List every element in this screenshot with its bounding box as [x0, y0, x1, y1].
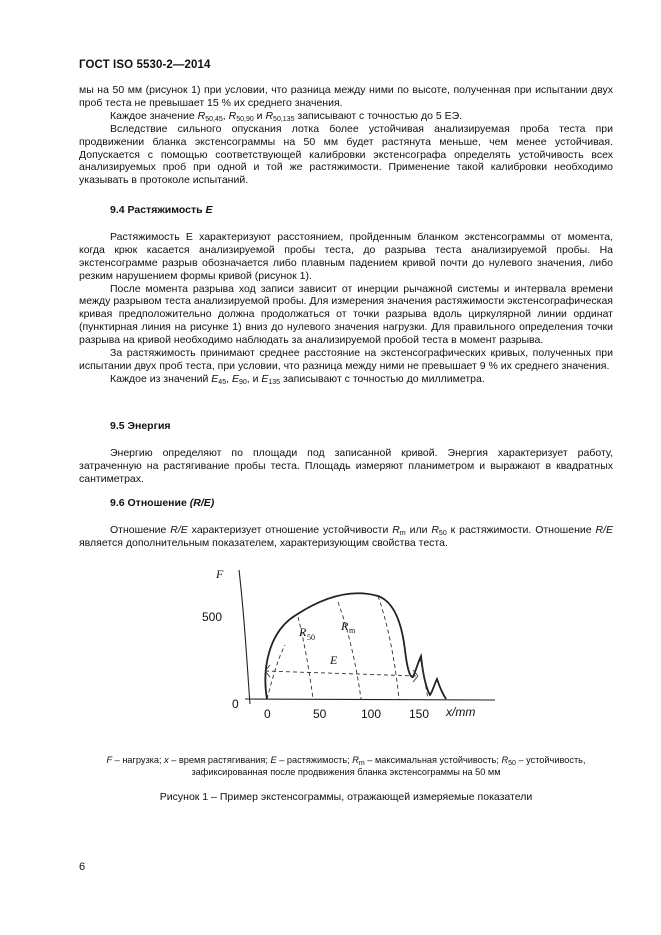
spacer — [79, 217, 613, 231]
text: к растяжимости. Отношение — [446, 523, 596, 536]
document-header: ГОСТ ISO 5530-2—2014 — [79, 59, 211, 71]
intro-paragraph-1: мы на 50 мм (рисунок 1) при условии, что разница между ними по высоте, полученная при испытании двух проб теста не превышает 15 % их среднего значения. — [79, 84, 613, 109]
sub: 50,90 — [236, 115, 254, 123]
var-r: R — [228, 109, 237, 122]
text: – максимальная устойчивость; — [364, 755, 502, 765]
section-9-5 — [79, 420, 613, 486]
x-tick-100: 100 — [361, 707, 382, 721]
x-axis-line — [245, 699, 495, 700]
var: R — [431, 523, 439, 536]
s96-paragraph-1 — [79, 524, 613, 550]
extensogram-curve — [265, 593, 446, 699]
intro-paragraph-3: Вследствие сильного опускания лотка более устойчивая анализируемая проба теста при продвижении бланка экстенсограммы на 50 мм будет растянута меньше, чем менее устойчивая. Допускается с помощью соответствующей калибровки экстенсографа определять устойчивость всех анализируемых проб при одной и той же растяжимости. Применение такой калибровки необходимо указывать в протоколе испытаний. — [79, 122, 613, 187]
r50-label-main: R — [299, 625, 307, 639]
x-tick-50: 50 — [313, 707, 327, 721]
text: записывают с точностью до миллиметра. — [280, 372, 485, 385]
text: Отношение — [110, 523, 171, 536]
page-number: 6 — [79, 861, 86, 873]
text: Каждое из значений — [110, 372, 212, 385]
text: – нагрузка; — [112, 755, 165, 765]
extensogram-figure — [202, 560, 500, 730]
s94-paragraph-4 — [79, 373, 613, 386]
text: , — [226, 372, 232, 385]
y-tick-0: 0 — [232, 697, 239, 711]
figure-caption: Рисунок 1 – Пример экстенсограммы, отражающей измеряемые показатели — [159, 791, 533, 803]
sub: 50 — [508, 760, 516, 767]
sub: m — [399, 529, 406, 537]
var-r: R — [265, 109, 274, 122]
text: и — [253, 109, 266, 122]
figure-legend — [79, 754, 613, 778]
section-heading — [79, 497, 613, 510]
sub: 45 — [218, 378, 227, 386]
x-tick-0: 0 — [264, 707, 271, 721]
var: E — [270, 755, 277, 765]
var: R — [501, 755, 509, 765]
var-e: E — [261, 372, 269, 385]
var-e: E — [211, 372, 219, 385]
x-axis-label: x/mm — [446, 705, 476, 719]
sub: 50,135 — [273, 115, 295, 123]
text: – устойчивость, — [515, 755, 586, 765]
var: R/E — [595, 523, 613, 536]
sub: 135 — [268, 378, 281, 386]
sub: 90 — [238, 378, 247, 386]
var: R/E — [170, 523, 188, 536]
e-label: E — [330, 653, 338, 667]
rm-label-sub: m — [349, 626, 356, 635]
section-9-6 — [79, 497, 613, 550]
text: , и — [246, 372, 262, 385]
section-heading — [79, 204, 613, 217]
var-r: R — [197, 109, 206, 122]
y-axis-line — [239, 570, 250, 704]
y-tick-500: 500 — [202, 610, 223, 624]
text: 9.6 Отношение — [110, 497, 190, 509]
dashed-ordinate-rm — [338, 602, 361, 699]
legend-line-2: зафиксированная после продвижения бланка экстенсограммы на 50 мм — [191, 767, 501, 777]
text: , — [222, 109, 229, 122]
r50-label-sub: 50 — [307, 633, 315, 642]
var: F — [106, 755, 113, 765]
s94-paragraph-1: Растяжимость E характеризуют расстоянием, пройденным бланком экстенсограммы от момента, когда крюк касается анализируемой пробы теста, до разрыва теста анализируемой пробы. На экстенсограмме разрыв обозначается либо плавным падением кривой почти до нулевого значения, либо резким нарушением формы кривой (рисунок 1). — [79, 230, 613, 282]
text: – время растягивания; — [168, 755, 271, 765]
intro-paragraph-2 — [79, 110, 613, 123]
s94-paragraph-2: После момента разрыва ход записи зависит от инерции рычажной системы и интервала времени между разрывом теста анализируемой пробы. Для измерения значения растяжимости экстенсографическая кривая предположительно должна продолжаться от точки разрыва вдоль циркулярной линии ординат (пунктирная линия на рисунке 1) вниз до нулевого значения нагрузки. Для правильного определения точки разрыва на кривой необходимо наблюдать за анализируемой пробой теста в момент разрыва. — [79, 282, 613, 347]
text: является дополнительным показателем, характеризующим свойства теста. — [79, 536, 448, 549]
section-heading: 9.5 Энергия — [110, 420, 171, 432]
var: E — [205, 204, 213, 216]
text: записывают с точностью до 5 ЕЭ. — [294, 109, 463, 122]
var-e: E — [231, 372, 239, 385]
text: или — [405, 523, 432, 536]
intro-block — [79, 84, 613, 187]
text: характеризует отношение устойчивости — [187, 523, 393, 536]
text: 9.4 Растяжимость — [110, 204, 206, 216]
sub: 50,45 — [205, 115, 223, 123]
sub: m — [358, 760, 365, 767]
var: (R/E) — [189, 497, 215, 509]
var: R — [392, 523, 400, 536]
s95-paragraph-1: Энергию определяют по площади под записанной кривой. Энергия характеризует работу, затраченную на растягивание пробы теста. Площадь измеряют планиметром и выражают в квадратных сантиметрах. — [79, 446, 613, 485]
spacer — [79, 433, 613, 447]
spacer — [79, 510, 613, 524]
legend-line-1 — [79, 754, 613, 766]
x-tick-150: 150 — [409, 707, 430, 721]
text: – растяжимость; — [276, 755, 353, 765]
s94-paragraph-3: За растяжимость принимают среднее расстояние на экстенсографических кривых, полученных при испытании двух проб теста, при условии, что разница между ними не превышает 9 % их среднего значения. — [79, 347, 613, 372]
rm-label-main: R — [341, 619, 349, 633]
e-dimension-line — [265, 671, 418, 676]
text: Каждое значение — [110, 109, 198, 122]
var: R — [352, 755, 359, 765]
section-9-4 — [79, 204, 613, 386]
dashed-ordinate-100 — [378, 596, 399, 699]
var: x — [164, 755, 169, 765]
sub: 50 — [438, 529, 447, 537]
y-axis-label: F — [216, 567, 224, 581]
